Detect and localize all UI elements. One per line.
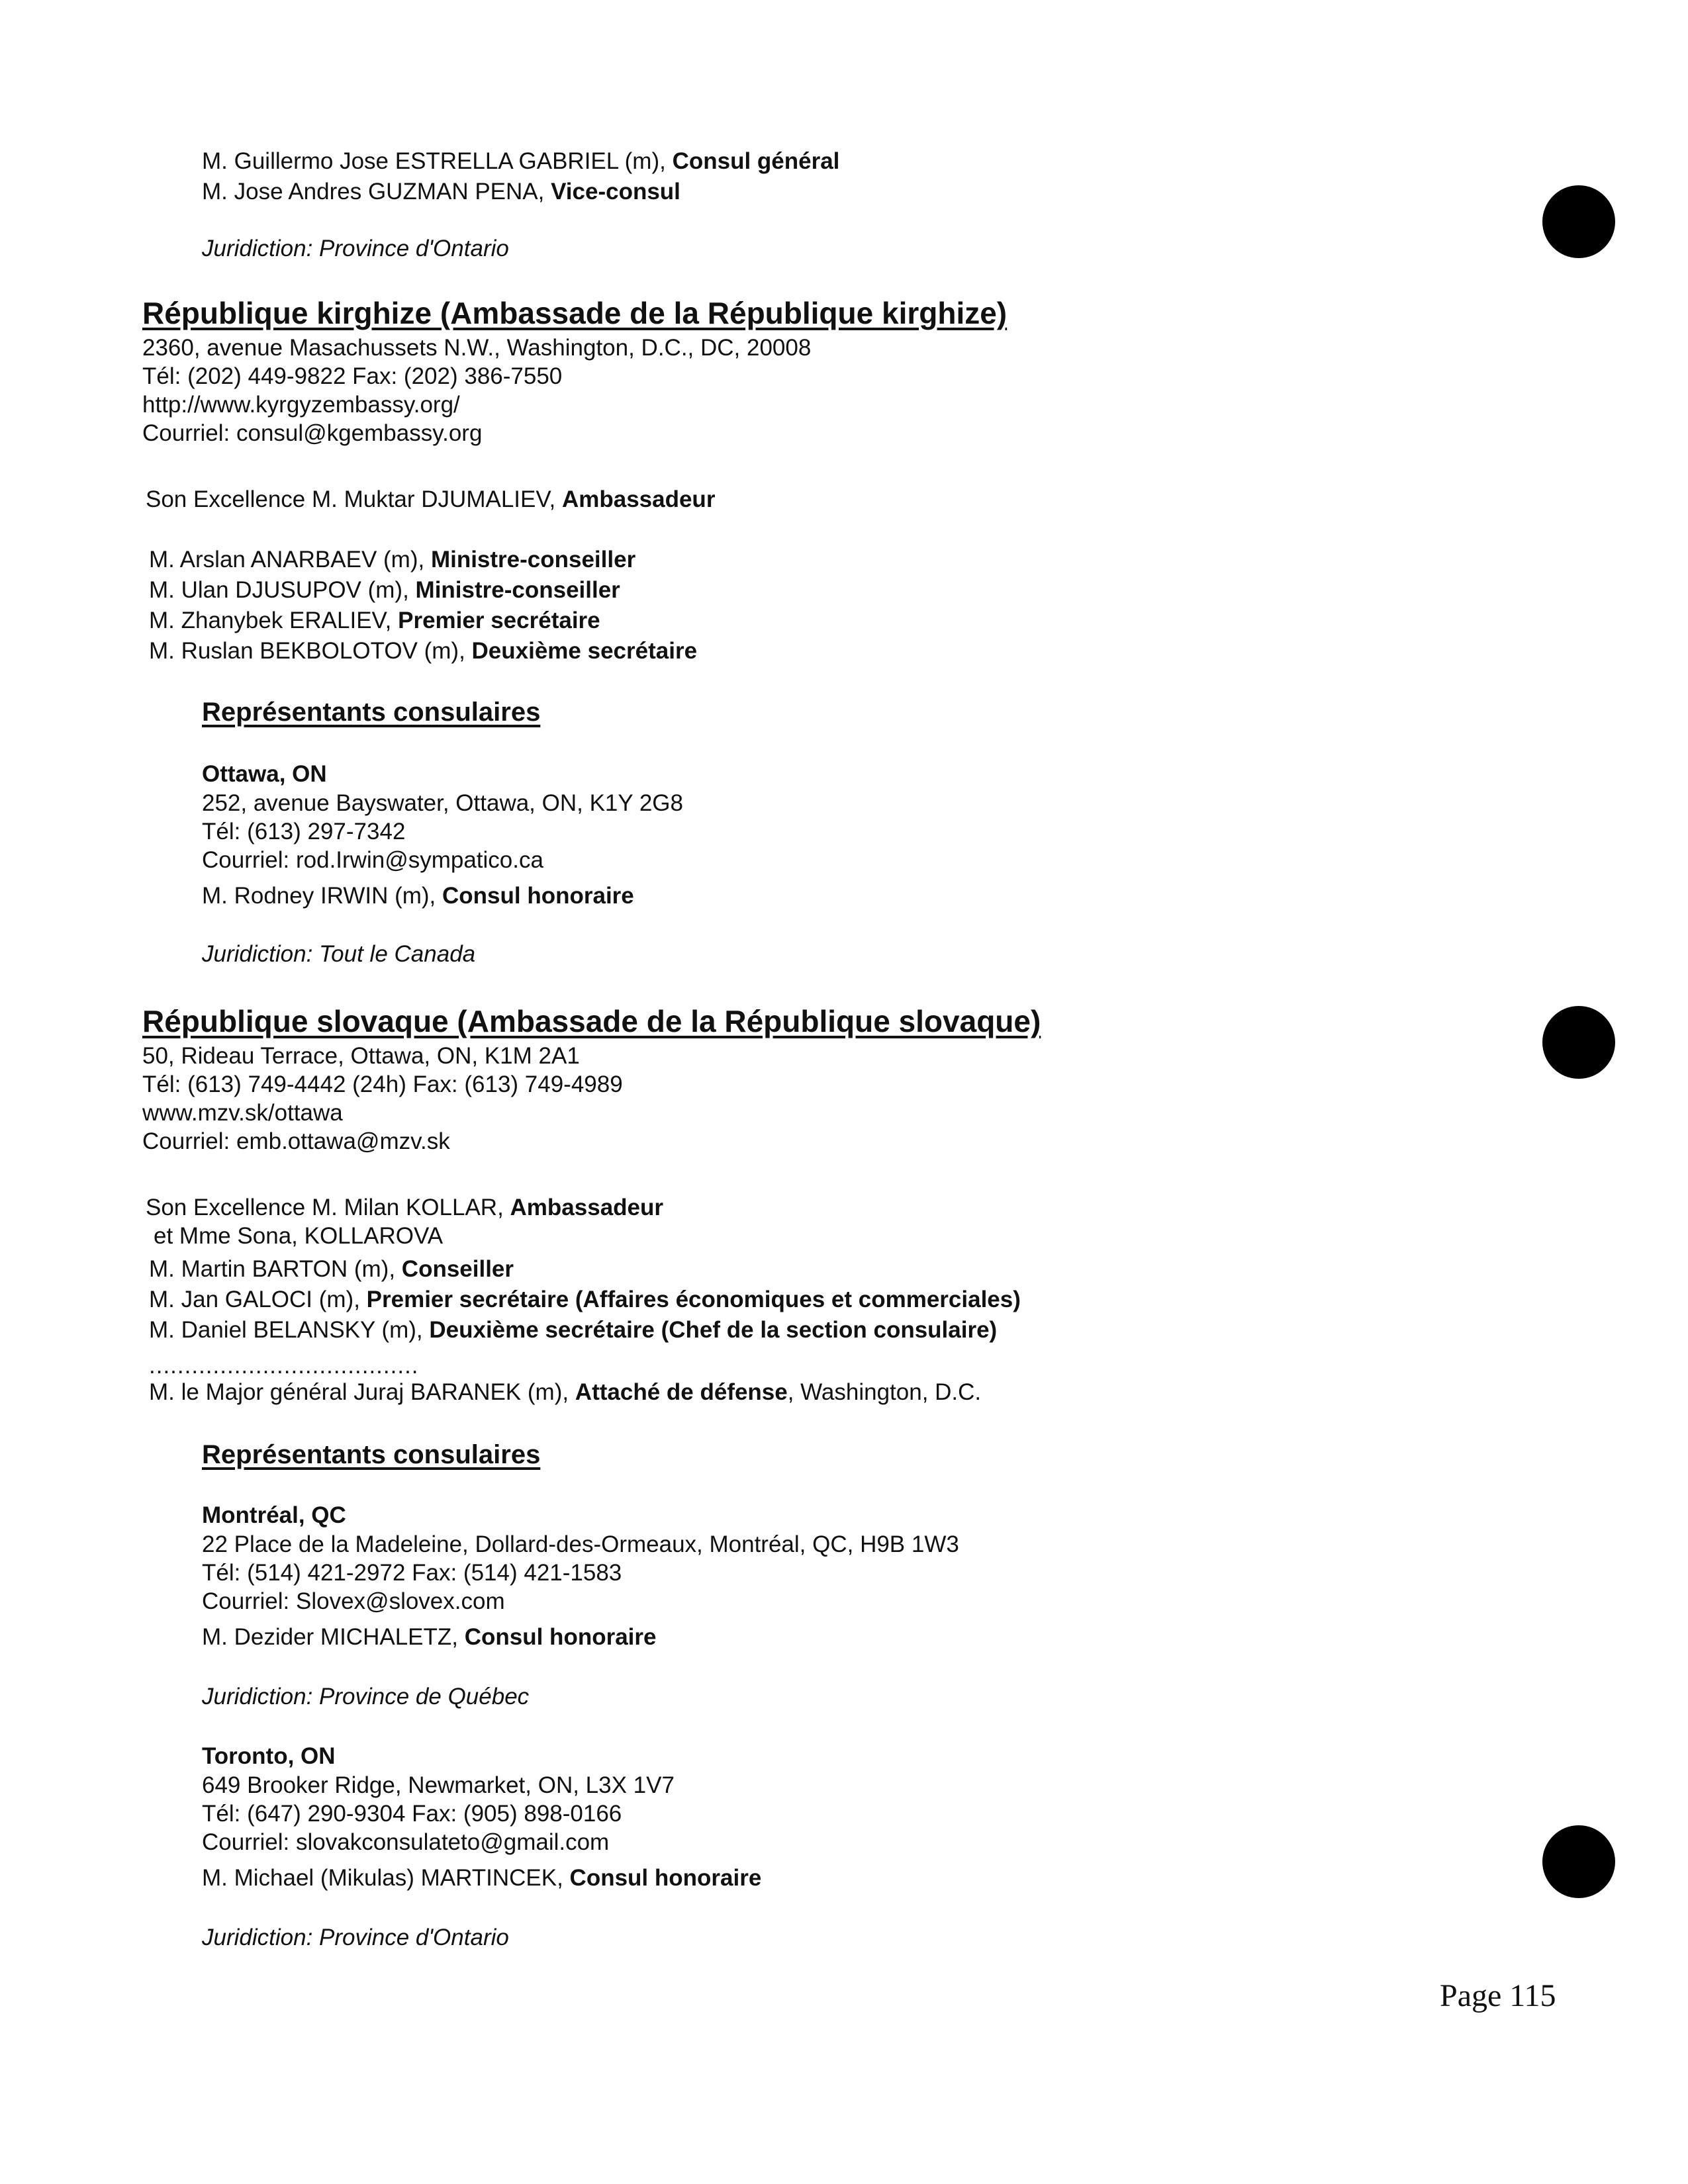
punch-hole-middle [1542, 1006, 1615, 1079]
sk-consulate-1-email: Courriel: Slovex@slovex.com [202, 1588, 505, 1614]
sk-address: 50, Rideau Terrace, Ottawa, ON, K1M 2A1 [142, 1043, 580, 1069]
punch-hole-top [1542, 185, 1615, 258]
punch-hole-bottom [1542, 1825, 1615, 1898]
kg-staff-2: M. Ulan DJUSUPOV (m), Ministre-conseiller [149, 577, 620, 603]
sk-consulate-2-city: Toronto, ON [202, 1743, 336, 1769]
sk-consulate-1-person: M. Dezider MICHALETZ, Consul honoraire [202, 1624, 657, 1650]
sk-separator: ...................................... [149, 1353, 419, 1379]
sk-consulate-2-person: M. Michael (Mikulas) MARTINCEK, Consul honoraire [202, 1865, 762, 1891]
kg-consulate-person: M. Rodney IRWIN (m), Consul honoraire [202, 883, 634, 909]
sk-staff-3: M. Daniel BELANSKY (m), Deuxième secrétaire (Chef de la section consulaire) [149, 1317, 998, 1343]
kg-consulate-phone: Tél: (613) 297-7342 [202, 819, 406, 844]
top-jurisdiction: Juridiction: Province d'Ontario [202, 236, 509, 261]
sk-heading: République slovaque (Ambassade de la République slovaque) [142, 1004, 1041, 1038]
kg-heading: République kirghize (Ambassade de la République kirghize) [142, 296, 1008, 330]
top-staff-line-2: M. Jose Andres GUZMAN PENA, Vice-consul [202, 179, 680, 205]
sk-consulate-1-jurisdiction: Juridiction: Province de Québec [202, 1684, 530, 1709]
sk-consulate-2-email: Courriel: slovakconsulateto@gmail.com [202, 1829, 610, 1855]
sk-staff-1: M. Martin BARTON (m), Conseiller [149, 1256, 514, 1282]
sk-consular-heading: Représentants consulaires [202, 1440, 541, 1469]
sk-consulate-1-address: 22 Place de la Madeleine, Dollard-des-Ormeaux, Montréal, QC, H9B 1W3 [202, 1531, 959, 1557]
sk-consulate-2-jurisdiction: Juridiction: Province d'Ontario [202, 1925, 509, 1950]
sk-consulate-1-phone: Tél: (514) 421-2972 Fax: (514) 421-1583 [202, 1560, 622, 1586]
kg-staff-4: M. Ruslan BEKBOLOTOV (m), Deuxième secrétaire [149, 638, 698, 664]
kg-staff-1: M. Arslan ANARBAEV (m), Ministre-conseiller [149, 547, 636, 572]
sk-defense-attache: M. le Major général Juraj BARANEK (m), Attaché de défense, Washington, D.C. [149, 1379, 982, 1405]
sk-consulate-2-address: 649 Brooker Ridge, Newmarket, ON, L3X 1V7 [202, 1772, 675, 1798]
kg-staff-3: M. Zhanybek ERALIEV, Premier secrétaire [149, 608, 600, 633]
sk-ambassador: Son Excellence M. Milan KOLLAR, Ambassadeur [146, 1195, 663, 1220]
kg-phone: Tél: (202) 449-9822 Fax: (202) 386-7550 [142, 363, 563, 389]
kg-consulate-email: Courriel: rod.Irwin@sympatico.ca [202, 847, 543, 873]
page-number: Page 115 [1440, 1978, 1556, 2013]
kg-consulate-address: 252, avenue Bayswater, Ottawa, ON, K1Y 2G8 [202, 790, 683, 816]
kg-email: Courriel: consul@kgembassy.org [142, 420, 483, 446]
sk-staff-2: M. Jan GALOCI (m), Premier secrétaire (Affaires économiques et commerciales) [149, 1287, 1021, 1312]
kg-ambassador: Son Excellence M. Muktar DJUMALIEV, Ambassadeur [146, 486, 716, 512]
sk-ambassador-spouse: et Mme Sona, KOLLAROVA [154, 1223, 444, 1249]
sk-phone: Tél: (613) 749-4442 (24h) Fax: (613) 749-4989 [142, 1071, 623, 1097]
kg-consulate-city: Ottawa, ON [202, 761, 327, 787]
sk-website: www.mzv.sk/ottawa [142, 1100, 343, 1126]
top-staff-line-1: M. Guillermo Jose ESTRELLA GABRIEL (m), Consul général [202, 148, 840, 174]
kg-website: http://www.kyrgyzembassy.org/ [142, 392, 460, 418]
kg-consular-heading: Représentants consulaires [202, 698, 541, 727]
kg-consulate-jurisdiction: Juridiction: Tout le Canada [202, 941, 476, 967]
kg-address: 2360, avenue Masachussets N.W., Washington, D.C., DC, 20008 [142, 335, 812, 361]
sk-email: Courriel: emb.ottawa@mzv.sk [142, 1128, 450, 1154]
sk-consulate-1-city: Montréal, QC [202, 1502, 346, 1528]
sk-consulate-2-phone: Tél: (647) 290-9304 Fax: (905) 898-0166 [202, 1801, 622, 1827]
